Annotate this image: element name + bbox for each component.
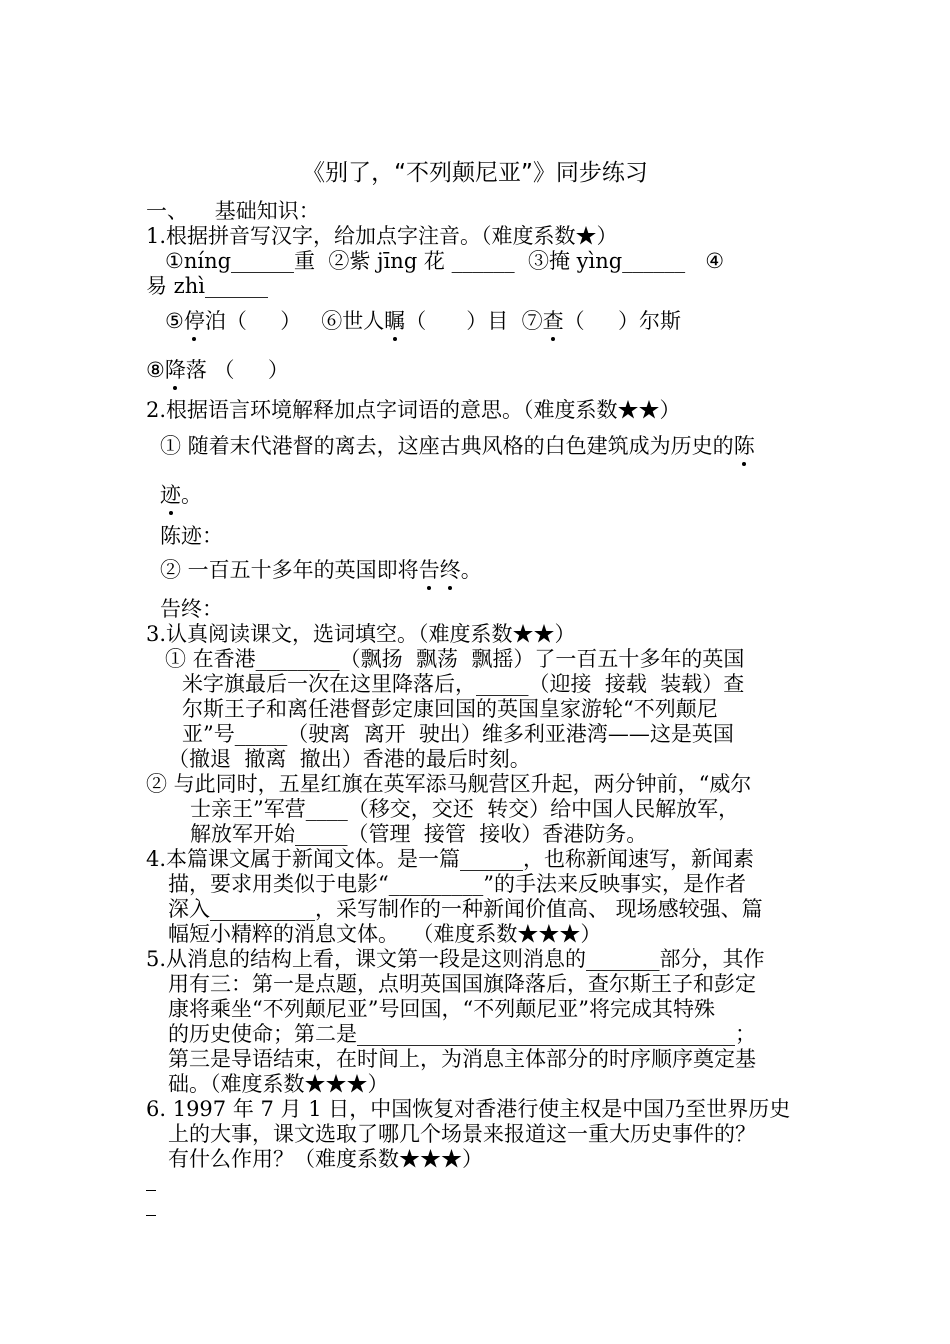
q5-line: 5.从消息的结构上看，课文第一段是这则消息的_______部分，其作	[146, 947, 765, 971]
q6-line: 6. 1997 年 7 月 1 日，中国恢复对香港行使主权是中国乃至世界历史	[146, 1097, 791, 1121]
q1-row3-part: 泊	[204, 309, 226, 333]
q4-line: 深入__________，采写制作的一种新闻价值高、 现场感较强、篇	[168, 897, 763, 921]
q3-line: 米字旗最后一次在这里降落后，_____（迎接 接载 装载）查	[182, 672, 745, 696]
q2-stem: 2.根据语言环境解释加点字词语的意思。（难度系数★★）	[146, 398, 681, 422]
q1-row3	[165, 308, 681, 334]
dotted-char: 终	[439, 558, 461, 582]
q3-line: 尔斯王子和离任港督彭定康回国的英国皇家游轮“不列颠尼	[182, 697, 718, 721]
q3-line: ② 与此同时，五星红旗在英军添马舰营区升起，两分钟前，“威尔	[146, 772, 752, 796]
q1-row3-part: （ ）尔斯	[563, 309, 682, 333]
q5-line: 的历史使命；第二是____________________________________；	[168, 1022, 756, 1046]
q5-line: 用有三：第一是点题，点明英国国旗降落后，查尔斯王子和彭定	[168, 972, 756, 996]
q1-row2: 易 zhì______	[146, 274, 268, 298]
q2-label1: 陈迹：	[160, 524, 223, 548]
q1-row3-part: （ ）目 ⑦	[405, 309, 543, 333]
q3-line: 解放军开始_____（管理 接管 接收）香港防务。	[190, 822, 648, 846]
section-heading: 一、 基础知识：	[146, 199, 320, 223]
q2-item1-line2	[160, 482, 202, 508]
q3-line: 亚”号_____（驶离 离开 驶出）维多利亚港湾——这是英国	[182, 722, 734, 746]
q2-item1-end: 。	[181, 483, 202, 507]
dotted-char: 告	[418, 558, 440, 582]
q4-line: 4.本篇课文属于新闻文体。是一篇______，也称新闻速写，新闻素	[146, 847, 755, 871]
dotted-char: 迹	[160, 483, 181, 507]
q6-line: 上的大事，课文选取了哪几个场景来报道这一重大历史事件的？	[168, 1122, 756, 1146]
dotted-char: 降	[164, 358, 186, 382]
q1-row4-part: ⑧	[146, 358, 165, 382]
q1-row3-part: ⑤	[165, 309, 184, 333]
q1-row3-part: （ ） ⑥世人	[225, 309, 385, 333]
q4-line: 幅短小精粹的消息文体。 （难度系数★★★）	[168, 922, 602, 946]
page-title: 《别了，“不列颠尼亚”》同步练习	[302, 160, 648, 186]
q1-row4	[146, 357, 289, 383]
q6-line: 有什么作用？（难度系数★★★）	[168, 1147, 483, 1171]
q2-item2-text: ② 一百五十多年的英国即将	[160, 558, 419, 582]
answer-line-stub	[146, 1190, 156, 1191]
q1-row1: ①níng______重 ②紫 jīng 花 ______ ③掩 yìng______ ④	[165, 249, 725, 273]
dotted-char: 停	[183, 309, 205, 333]
q1-stem: 1.根据拼音写汉字，给加点字注音。（难度系数★）	[146, 224, 618, 248]
q3-stem: 3.认真阅读课文，选词填空。（难度系数★★）	[146, 622, 576, 646]
q4-line: 描，要求用类似于电影“_________”的手法来反映事实，是作者	[168, 872, 746, 896]
q1-row4-part: 落 （ ）	[185, 358, 289, 382]
q5-line: 康将乘坐“不列颠尼亚”号回国，“不列颠尼亚”将完成其特殊	[168, 997, 715, 1021]
q2-label2: 告终：	[160, 597, 223, 621]
q5-line: 础。（难度系数★★★）	[168, 1072, 389, 1096]
q2-item2	[160, 557, 482, 583]
q2-item1-line1	[160, 433, 755, 459]
q3-line: （撤退 撤离 撤出）香港的最后时刻。	[168, 747, 531, 771]
dotted-char: 瞩	[384, 309, 406, 333]
dotted-char: 陈	[733, 434, 755, 458]
dotted-char: 查	[542, 309, 564, 333]
q3-line: ① 在香港________（飘扬 飘荡 飘摇）了一百五十多年的英国	[165, 647, 745, 671]
q2-item1-text: ① 随着末代港督的离去，这座古典风格的白色建筑成为历史的	[160, 434, 734, 458]
q3-line: 士亲王”军营____（移交，交还 转交）给中国人民解放军，	[190, 797, 740, 821]
q2-item2-end: 。	[460, 558, 482, 582]
q5-line: 第三是导语结束，在时间上，为消息主体部分的时序顺序奠定基	[168, 1047, 756, 1071]
answer-line-stub	[146, 1215, 156, 1216]
